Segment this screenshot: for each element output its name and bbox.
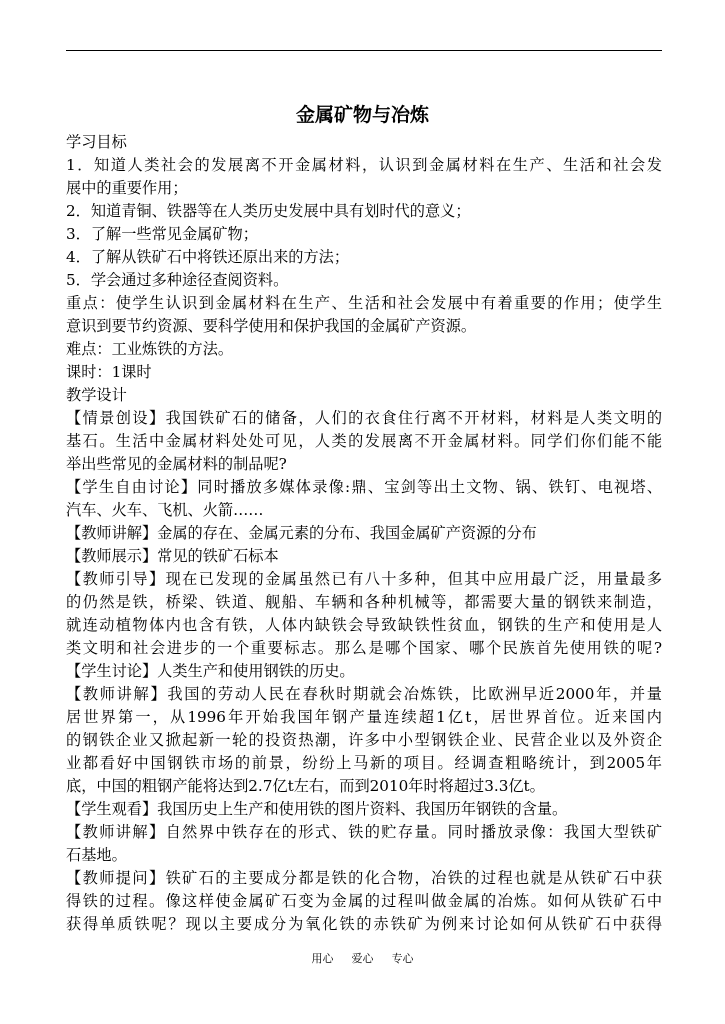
body-line: 2．知道青铜、铁器等在人类历史发展中具有划时代的意义； <box>66 202 471 220</box>
body-line: 石基地。 <box>66 846 127 864</box>
body-line: 基石。生活中金属材料处处可见，人类的发展离不开金属材料。同学们你们能不能 <box>66 432 662 450</box>
body-line: 的钢铁企业又掀起新一轮的投资热潮，许多中小型钢铁企业、民营企业以及外资企 <box>66 731 662 749</box>
footer-motto: 爱心 <box>351 952 374 965</box>
footer-motto: 用心 <box>311 952 334 965</box>
body-line: 重点：使学生认识到金属材料在生产、生活和社会发展中有着重要的作用；使学生 <box>66 294 662 312</box>
body-line: 1．知道人类社会的发展离不开金属材料，认识到金属材料在生产、生活和社会发 <box>66 156 662 174</box>
body-line: 举出些常见的金属材料的制品呢? <box>66 455 287 473</box>
body-line: 获得单质铁呢？现以主要成分为氧化铁的赤铁矿为例来讨论如何从铁矿石中获得 <box>66 915 662 933</box>
body-line: 意识到要节约资源、要科学使用和保护我国的金属矿产资源。 <box>66 317 477 335</box>
body-line: 【教师讲解】自然界中铁存在的形式、铁的贮存量。同时播放录像：我国大型铁矿 <box>66 823 662 841</box>
body-line: 底，中国的粗钢产能将达到2.7亿t左右，而到2010年时将超过3.3亿t。 <box>66 777 545 795</box>
body-line: 【情景创设】我国铁矿石的储备，人们的衣食住行离不开材料，材料是人类文明的 <box>66 409 662 427</box>
body-line: 业都看好中国钢铁市场的前景，纷纷上马新的项目。经调查粗略统计，到2005年 <box>66 754 662 772</box>
header-rule <box>66 50 662 51</box>
body-line: 就连动植物体内也含有铁，人体内缺铁会导致缺铁性贫血，钢铁的生产和使用是人 <box>66 616 662 634</box>
body-line: 展中的重要作用； <box>66 179 188 197</box>
body-line: 【教师引导】现在已发现的金属虽然已有八十多种，但其中应用最广泛，用量最多 <box>66 570 662 588</box>
body-line: 得铁的过程。像这样使金属矿石变为金属的过程叫做金属的冶炼。如何从铁矿石中 <box>66 892 662 910</box>
body-line: 【教师讲解】金属的存在、金属元素的分布、我国金属矿产资源的分布 <box>66 524 537 542</box>
footer-motto: 专心 <box>391 952 414 965</box>
body-line: 【教师提问】铁矿石的主要成分都是铁的化合物，冶铁的过程也就是从铁矿石中获 <box>66 869 662 887</box>
body-line: 【教师展示】常见的铁矿石标本 <box>66 547 279 565</box>
page-footer <box>0 952 725 966</box>
body-line: 课时：1课时 <box>66 363 152 381</box>
body-line: 的仍然是铁，桥梁、铁道、舰船、车辆和各种机械等，都需要大量的钢铁来制造， <box>66 593 662 611</box>
body-line: 5．学会通过多种途径查阅资料。 <box>66 271 289 289</box>
body-line: 难点：工业炼铁的方法。 <box>66 340 234 358</box>
body-line: 汽车、火车、飞机、火箭…… <box>66 501 264 519</box>
document-title: 金属矿物与冶炼 <box>295 104 429 126</box>
document-body <box>66 131 662 936</box>
body-line: 类文明和社会进步的一个重要标志。那么是哪个国家、哪个民族首先使用铁的呢? <box>66 639 662 657</box>
body-line: 4．了解从铁矿石中将铁还原出来的方法； <box>66 248 350 266</box>
body-line: 【学生观看】我国历史上生产和使用铁的图片资料、我国历年钢铁的含量。 <box>66 800 568 818</box>
body-line: 3．了解一些常见金属矿物； <box>66 225 258 243</box>
body-line: 居世界第一，从1996年开始我国年钢产量连续超1亿t，居世界首位。近来国内 <box>66 708 662 726</box>
body-line: 教学设计 <box>66 386 127 404</box>
body-line: 【教师讲解】我国的劳动人民在春秋时期就会冶炼铁，比欧洲早近2000年，并量 <box>66 685 662 703</box>
body-line: 【学生讨论】人类生产和使用钢铁的历史。 <box>66 662 355 680</box>
body-line: 【学生自由讨论】同时播放多媒体录像:鼎、宝剑等出土文物、锅、铁钉、电视塔、 <box>66 478 662 496</box>
body-line: 学习目标 <box>66 133 127 151</box>
